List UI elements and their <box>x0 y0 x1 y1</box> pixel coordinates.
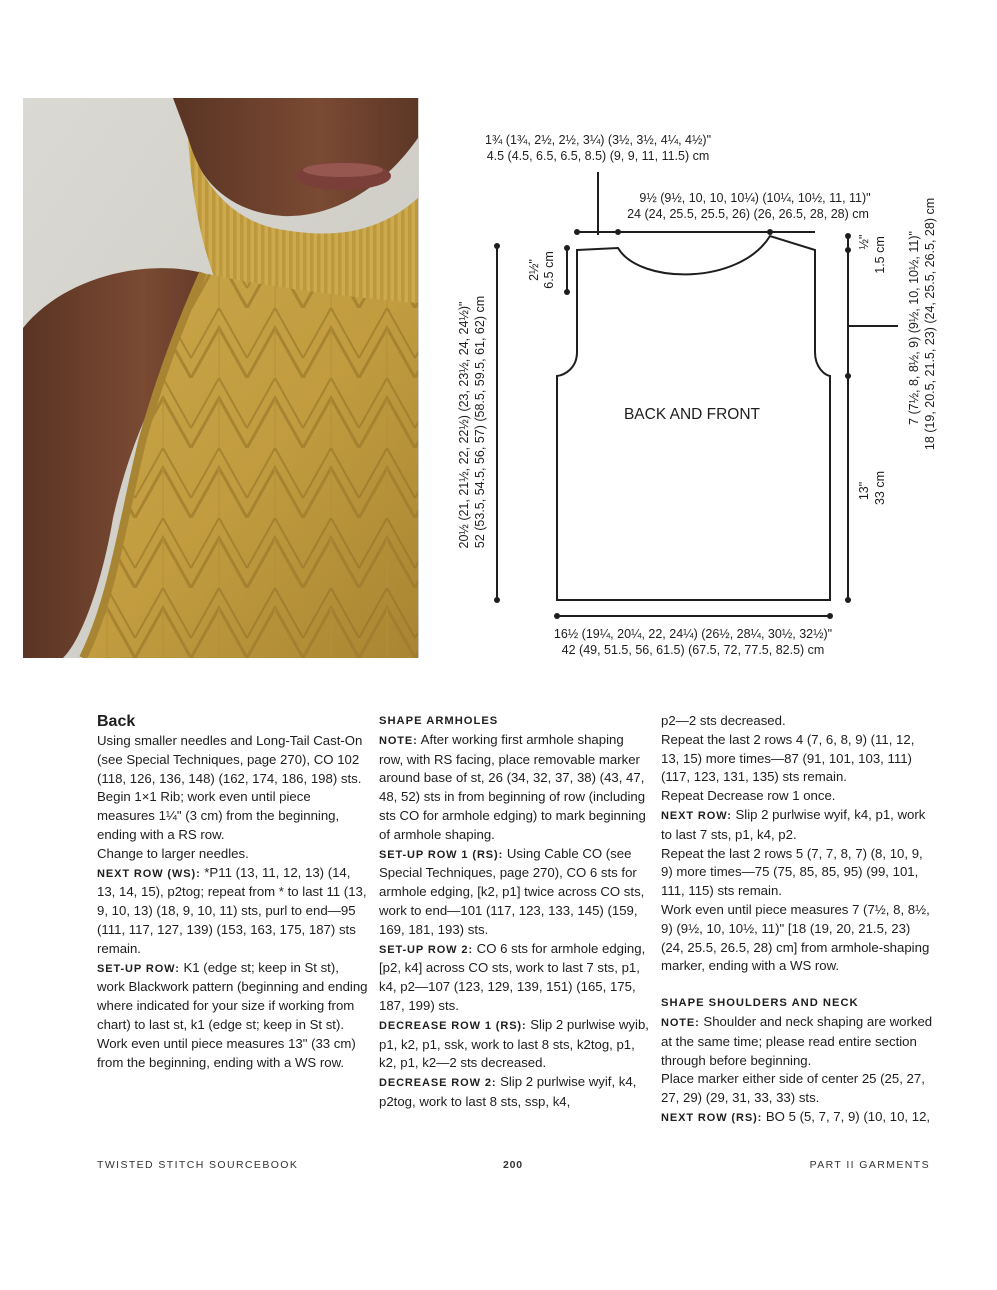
instruction-paragraph: Repeat the last 2 rows 5 (7, 7, 8, 7) (8, 10, 9, 9) more times—75 (75, 85, 85, 95) (99, 101, 111, 115) sts remain. <box>661 845 923 899</box>
instruction-paragraph <box>97 864 369 959</box>
row-text: Slip 2 purlwise wyif, k4, p2tog, work to last 8 sts, ssp, k4, <box>379 1074 637 1109</box>
footer-book-title: TWISTED STITCH SOURCEBOOK <box>97 1159 299 1171</box>
instruction-paragraph: Begin 1×1 Rib; work even until piece measures 1¼" (3 cm) from the beginning, ending with a RS row. <box>97 789 340 842</box>
armhole-depth-in: 7 (7½, 8, 8½, 9) (9½, 10, 10½, 11)" <box>907 231 921 425</box>
row-label: SET-UP ROW 2: <box>379 943 474 956</box>
row-label: DECREASE ROW 2: <box>379 1077 497 1090</box>
piece-label: BACK AND FRONT <box>623 406 761 423</box>
shoulder-span-in: 9½ (9½, 10, 10, 10¼) (10¼, 10½, 11, 11)" <box>639 191 871 205</box>
row-text: After working first armhole shaping row, with RS facing, place removable marker around base of st, 26 (34, 32, 37, 38) (43, 47, 48, 52) sts in from beginning of row (including sts CO for armhole edging) to mark beginning of armhole shaping. <box>379 731 646 842</box>
row-label: DECREASE ROW 1 (RS): <box>379 1019 527 1032</box>
footer-section: PART II GARMENTS <box>809 1159 930 1171</box>
instruction-paragraph: Work even until piece measures 13" (33 cm) from the beginning, ending with a WS row. <box>97 1035 356 1070</box>
neck-width-in: 1¾ (1¾, 2½, 2½, 3¼) (3½, 3½, 4¼, 4½)" <box>484 133 712 147</box>
instructions-column-1 <box>97 712 369 1072</box>
total-length-in: 20½ (21, 21½, 22, 22½) (23, 23½, 24, 24½)" <box>457 301 471 549</box>
garment-photo <box>23 98 419 658</box>
neck-depth-cm: 6.5 cm <box>542 251 556 289</box>
body-length-in: 13" <box>857 481 871 501</box>
shoulder-drop-cm: 1.5 cm <box>873 236 887 274</box>
row-label: SET-UP ROW: <box>97 962 180 975</box>
row-label: NEXT ROW: <box>661 809 732 822</box>
row-text: BO 5 (5, 7, 7, 9) (10, 10, 12, <box>762 1108 931 1124</box>
instruction-paragraph: Repeat the last 2 rows 4 (7, 6, 8, 9) (11, 12, 13, 15) more times—87 (91, 101, 103, 111) (117, 123, 131, 135) sts remain. <box>661 731 915 785</box>
row-label: NOTE: <box>661 1016 700 1029</box>
schematic-diagram <box>440 120 985 665</box>
shoulder-span-cm: 24 (24, 25.5, 25.5, 26) (26, 26.5, 28, 28) cm <box>627 207 869 221</box>
width-cm: 42 (49, 51.5, 56, 61.5) (67.5, 72, 77.5, 82.5) cm <box>561 643 825 657</box>
instruction-paragraph <box>661 1013 933 1070</box>
row-text: K1 (edge st; keep in St st), work Blackwork pattern (beginning and ending where indicated for your size if working from chart) to last st, k1 (edge st; keep in St st). <box>97 959 368 1032</box>
instruction-paragraph: p2—2 sts decreased. <box>661 713 786 728</box>
neck-width-cm: 4.5 (4.5, 6.5, 6.5, 8.5) (9, 9, 11, 11.5) cm <box>486 149 710 163</box>
total-length-cm: 52 (53.5, 54.5, 56, 57) (58.5, 59.5, 61, 62) cm <box>473 295 487 549</box>
shoulder-drop-in: ½" <box>857 234 871 250</box>
section-heading-armholes: SHAPE ARMHOLES <box>379 715 499 727</box>
row-label: SET-UP ROW 1 (RS): <box>379 848 504 861</box>
instruction-paragraph <box>97 959 369 1035</box>
row-text: Using Cable CO (see Special Techniques, page 270), CO 6 sts for armhole edging, [k2, p1] twice across CO sts, work to end—101 (117, 123, 133, 145) (159, 169, 181, 193) sts. <box>379 845 645 937</box>
instruction-paragraph: Using smaller needles and Long-Tail Cast-On (see Special Techniques, page 270), CO 102 (118, 126, 136, 148) (162, 174, 186, 198) sts. <box>97 733 363 786</box>
row-text: Shoulder and neck shaping are worked at the same time; please read entire section through before beginning. <box>661 1013 933 1068</box>
row-text: Slip 2 purlwise wyib, p1, k2, p1, ssk, work to last 8 sts, k2tog, p1, k2, p1, k2—2 sts decreased. <box>379 1016 649 1071</box>
spacer <box>661 976 933 994</box>
instruction-paragraph <box>661 1108 933 1128</box>
instruction-paragraph: Work even until piece measures 7 (7½, 8, 8½, 9) (9½, 10, 10½, 11)" [18 (19, 20, 21.5, 23) (24, 25.5, 26.5, 28) cm] from armhole-shaping marker, ending with a WS row. <box>661 901 930 974</box>
instructions-column-2 <box>379 712 651 1112</box>
instruction-paragraph <box>379 940 651 1016</box>
body-length-cm: 33 cm <box>873 470 887 506</box>
instruction-paragraph <box>379 1016 651 1073</box>
instruction-paragraph: Change to larger needles. <box>97 845 249 861</box>
instructions-column-3 <box>661 712 933 1128</box>
model-illustration <box>23 98 419 658</box>
section-heading-back: Back <box>97 713 136 730</box>
row-label: NEXT ROW (RS): <box>661 1111 763 1124</box>
armhole-depth-cm: 18 (19, 20.5, 21.5, 23) (24, 25.5, 26.5, 28) cm <box>923 197 937 451</box>
neck-depth-in: 2½" <box>527 259 541 281</box>
row-label: NEXT ROW (WS): <box>97 867 201 880</box>
width-in: 16½ (19¼, 20¼, 22, 24¼) (26½, 28¼, 30½, 32½)" <box>553 627 833 641</box>
instruction-paragraph: Repeat Decrease row 1 once. <box>661 788 836 804</box>
section-heading-shoulders: SHAPE SHOULDERS AND NECK <box>661 997 859 1010</box>
instruction-paragraph: Place marker either side of center 25 (25, 27, 27, 29) (29, 31, 33, 33) sts. <box>661 1071 925 1106</box>
instruction-paragraph <box>379 731 651 845</box>
page-number: 200 <box>503 1159 523 1171</box>
row-text: *P11 (13, 11, 12, 13) (14, 13, 14, 15), p2tog; repeat from * to last 11 (13, 9, 10, 13) (18, 9, 10, 11) sts, purl to end—95 (111, 117, 127, 139) (153, 163, 175, 187) sts remain. <box>97 864 367 956</box>
row-label: NOTE: <box>379 734 418 747</box>
instruction-paragraph <box>379 1073 651 1112</box>
instruction-paragraph <box>661 806 933 845</box>
garment-schematic <box>440 120 985 665</box>
instruction-paragraph <box>379 845 651 940</box>
row-text: Slip 2 purlwise wyif, k4, p1, work to last 7 sts, p1, k4, p2. <box>661 806 926 842</box>
row-text: CO 6 sts for armhole edging, [p2, k4] across CO sts, work to last 7 sts, p1, k4, p2—107 (123, 129, 139, 151) (165, 175, 187, 199) sts. <box>379 940 646 1013</box>
